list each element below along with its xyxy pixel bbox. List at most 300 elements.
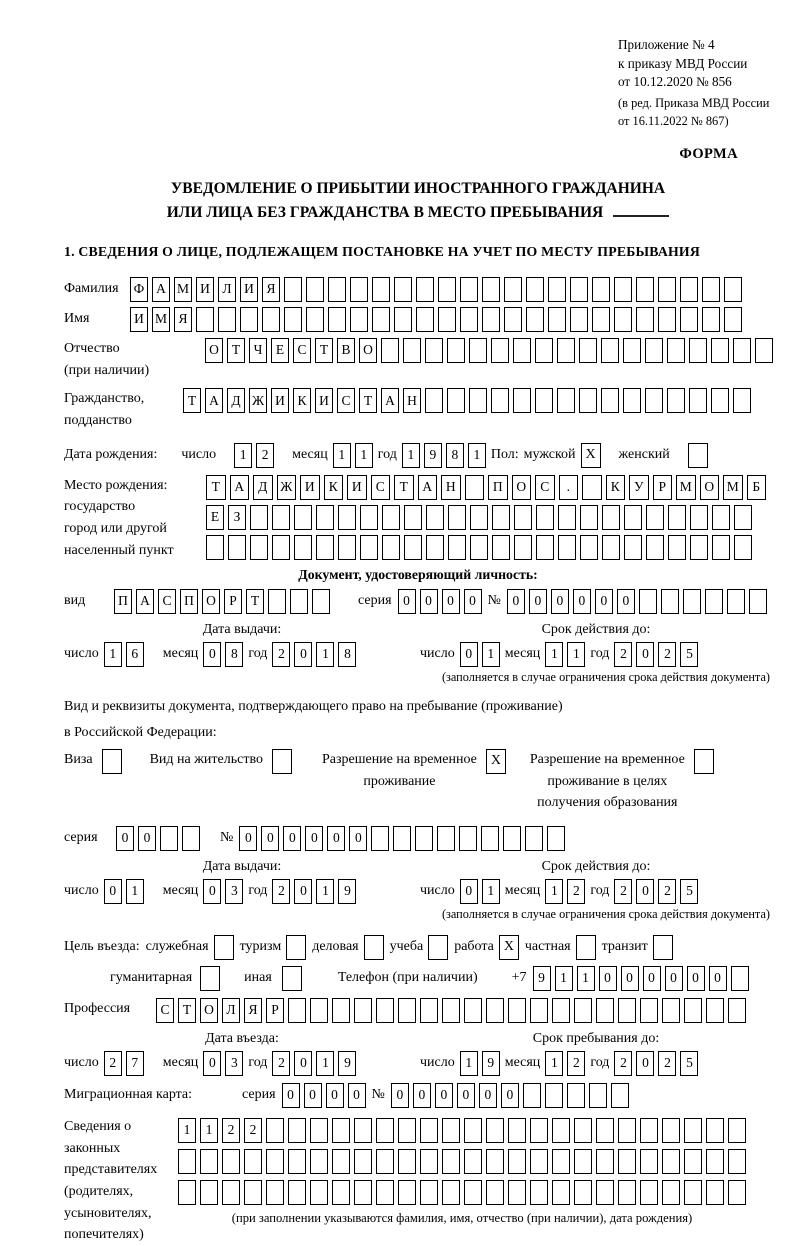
char-cell[interactable]: [596, 1118, 614, 1143]
char-cell[interactable]: [262, 307, 280, 332]
char-cell[interactable]: [288, 1118, 306, 1143]
char-cell[interactable]: [266, 1149, 284, 1174]
char-cell[interactable]: [582, 475, 602, 500]
char-cell[interactable]: [712, 535, 730, 560]
char-cell[interactable]: 2: [256, 443, 274, 468]
char-cell[interactable]: [437, 826, 455, 851]
char-cell[interactable]: К: [606, 475, 626, 500]
char-cell[interactable]: 0: [460, 879, 478, 904]
char-cell[interactable]: С: [337, 388, 355, 413]
char-cell[interactable]: 0: [203, 1051, 221, 1076]
char-cell[interactable]: [508, 1149, 526, 1174]
char-cell[interactable]: [426, 505, 444, 530]
char-cell[interactable]: [508, 998, 526, 1023]
char-cell[interactable]: 0: [327, 826, 345, 851]
char-cell[interactable]: [552, 1180, 570, 1205]
char-cell[interactable]: [464, 1180, 482, 1205]
char-cell[interactable]: [639, 589, 657, 614]
char-cell[interactable]: 1: [577, 966, 595, 991]
char-cell[interactable]: [244, 1180, 262, 1205]
char-cell[interactable]: [614, 307, 632, 332]
char-cell[interactable]: [558, 505, 576, 530]
char-cell[interactable]: 3: [225, 879, 243, 904]
char-cell[interactable]: [491, 388, 509, 413]
char-cell[interactable]: [706, 1118, 724, 1143]
char-cell[interactable]: [706, 1180, 724, 1205]
char-cell[interactable]: [728, 1149, 746, 1174]
char-cell[interactable]: [394, 307, 412, 332]
char-cell[interactable]: [294, 535, 312, 560]
char-cell[interactable]: Т: [394, 475, 414, 500]
char-cell[interactable]: Р: [653, 475, 673, 500]
char-cell[interactable]: [530, 998, 548, 1023]
char-cell[interactable]: [420, 1118, 438, 1143]
char-cell[interactable]: [574, 1149, 592, 1174]
char-cell[interactable]: [592, 277, 610, 302]
char-cell[interactable]: Р: [224, 589, 242, 614]
char-cell[interactable]: [684, 1118, 702, 1143]
char-cell[interactable]: [623, 338, 641, 363]
char-cell[interactable]: [684, 1149, 702, 1174]
char-cell[interactable]: [354, 1180, 372, 1205]
char-cell[interactable]: [272, 505, 290, 530]
char-cell[interactable]: [526, 277, 544, 302]
char-cell[interactable]: [447, 388, 465, 413]
char-cell[interactable]: В: [337, 338, 355, 363]
sex-male-checkbox[interactable]: X: [581, 443, 601, 468]
char-cell[interactable]: [312, 589, 330, 614]
char-cell[interactable]: П: [180, 589, 198, 614]
char-cell[interactable]: [284, 277, 302, 302]
char-cell[interactable]: 5: [680, 1051, 698, 1076]
char-cell[interactable]: [530, 1149, 548, 1174]
char-cell[interactable]: Я: [174, 307, 192, 332]
char-cell[interactable]: [160, 826, 178, 851]
char-cell[interactable]: [711, 338, 729, 363]
char-cell[interactable]: [310, 998, 328, 1023]
char-cell[interactable]: [558, 535, 576, 560]
char-cell[interactable]: 0: [442, 589, 460, 614]
char-cell[interactable]: [690, 535, 708, 560]
char-cell[interactable]: 0: [636, 1051, 654, 1076]
purpose-private-checkbox[interactable]: [576, 935, 596, 960]
char-cell[interactable]: 9: [338, 879, 356, 904]
char-cell[interactable]: [382, 505, 400, 530]
char-cell[interactable]: [614, 277, 632, 302]
char-cell[interactable]: [404, 505, 422, 530]
char-cell[interactable]: 0: [599, 966, 617, 991]
char-cell[interactable]: И: [130, 307, 148, 332]
char-cell[interactable]: 0: [621, 966, 639, 991]
char-cell[interactable]: [731, 966, 749, 991]
char-cell[interactable]: 1: [126, 879, 144, 904]
char-cell[interactable]: [376, 1180, 394, 1205]
char-cell[interactable]: [442, 1180, 460, 1205]
char-cell[interactable]: К: [324, 475, 344, 500]
char-cell[interactable]: [706, 1149, 724, 1174]
char-cell[interactable]: [381, 338, 399, 363]
char-cell[interactable]: Я: [262, 277, 280, 302]
char-cell[interactable]: М: [676, 475, 696, 500]
char-cell[interactable]: 2: [658, 1051, 676, 1076]
char-cell[interactable]: [398, 1180, 416, 1205]
char-cell[interactable]: [535, 388, 553, 413]
char-cell[interactable]: Ж: [249, 388, 267, 413]
char-cell[interactable]: [398, 1118, 416, 1143]
char-cell[interactable]: [294, 505, 312, 530]
char-cell[interactable]: [557, 388, 575, 413]
char-cell[interactable]: 0: [305, 826, 323, 851]
char-cell[interactable]: [547, 826, 565, 851]
char-cell[interactable]: 6: [126, 642, 144, 667]
char-cell[interactable]: [513, 388, 531, 413]
char-cell[interactable]: М: [174, 277, 192, 302]
purpose-commercial-checkbox[interactable]: [364, 935, 384, 960]
purpose-other-checkbox[interactable]: [282, 966, 302, 991]
char-cell[interactable]: 0: [116, 826, 134, 851]
char-cell[interactable]: [733, 338, 751, 363]
char-cell[interactable]: 0: [464, 589, 482, 614]
char-cell[interactable]: [589, 1083, 607, 1108]
char-cell[interactable]: [448, 535, 466, 560]
purpose-humanitarian-checkbox[interactable]: [200, 966, 220, 991]
char-cell[interactable]: 2: [614, 642, 632, 667]
char-cell[interactable]: П: [488, 475, 508, 500]
char-cell[interactable]: [552, 1149, 570, 1174]
char-cell[interactable]: [545, 1083, 563, 1108]
char-cell[interactable]: 0: [643, 966, 661, 991]
char-cell[interactable]: 1: [316, 642, 334, 667]
char-cell[interactable]: [557, 338, 575, 363]
char-cell[interactable]: 0: [420, 589, 438, 614]
char-cell[interactable]: [354, 998, 372, 1023]
char-cell[interactable]: Л: [218, 277, 236, 302]
char-cell[interactable]: 0: [326, 1083, 344, 1108]
sex-female-checkbox[interactable]: [688, 443, 708, 468]
char-cell[interactable]: [623, 388, 641, 413]
char-cell[interactable]: [310, 1149, 328, 1174]
char-cell[interactable]: 0: [507, 589, 525, 614]
char-cell[interactable]: [668, 505, 686, 530]
char-cell[interactable]: [636, 277, 654, 302]
char-cell[interactable]: 0: [636, 642, 654, 667]
char-cell[interactable]: 8: [446, 443, 464, 468]
char-cell[interactable]: 0: [501, 1083, 519, 1108]
char-cell[interactable]: [284, 307, 302, 332]
char-cell[interactable]: [316, 535, 334, 560]
char-cell[interactable]: [398, 1149, 416, 1174]
char-cell[interactable]: 2: [614, 1051, 632, 1076]
char-cell[interactable]: [596, 1180, 614, 1205]
char-cell[interactable]: [662, 1180, 680, 1205]
char-cell[interactable]: [636, 307, 654, 332]
char-cell[interactable]: 9: [533, 966, 551, 991]
char-cell[interactable]: [332, 1149, 350, 1174]
char-cell[interactable]: [288, 1180, 306, 1205]
char-cell[interactable]: У: [629, 475, 649, 500]
char-cell[interactable]: [574, 1180, 592, 1205]
char-cell[interactable]: [574, 1118, 592, 1143]
char-cell[interactable]: 0: [391, 1083, 409, 1108]
char-cell[interactable]: Т: [246, 589, 264, 614]
char-cell[interactable]: [667, 338, 685, 363]
edu-residence-checkbox[interactable]: [694, 749, 714, 774]
char-cell[interactable]: [328, 307, 346, 332]
char-cell[interactable]: Я: [244, 998, 262, 1023]
char-cell[interactable]: [486, 1118, 504, 1143]
char-cell[interactable]: О: [200, 998, 218, 1023]
char-cell[interactable]: 1: [402, 443, 420, 468]
char-cell[interactable]: 2: [222, 1118, 240, 1143]
char-cell[interactable]: [662, 1118, 680, 1143]
char-cell[interactable]: С: [293, 338, 311, 363]
char-cell[interactable]: [425, 338, 443, 363]
char-cell[interactable]: [513, 338, 531, 363]
char-cell[interactable]: 1: [482, 879, 500, 904]
char-cell[interactable]: [250, 535, 268, 560]
char-cell[interactable]: [601, 388, 619, 413]
char-cell[interactable]: [689, 388, 707, 413]
char-cell[interactable]: С: [158, 589, 176, 614]
char-cell[interactable]: [508, 1118, 526, 1143]
char-cell[interactable]: 1: [316, 879, 334, 904]
char-cell[interactable]: 0: [261, 826, 279, 851]
char-cell[interactable]: С: [535, 475, 555, 500]
char-cell[interactable]: Т: [183, 388, 201, 413]
char-cell[interactable]: С: [371, 475, 391, 500]
char-cell[interactable]: [668, 535, 686, 560]
char-cell[interactable]: О: [205, 338, 223, 363]
char-cell[interactable]: [306, 277, 324, 302]
char-cell[interactable]: [508, 1180, 526, 1205]
char-cell[interactable]: [596, 1149, 614, 1174]
char-cell[interactable]: 0: [348, 1083, 366, 1108]
char-cell[interactable]: [640, 998, 658, 1023]
char-cell[interactable]: 2: [614, 879, 632, 904]
char-cell[interactable]: 0: [203, 879, 221, 904]
char-cell[interactable]: 0: [203, 642, 221, 667]
char-cell[interactable]: 2: [658, 879, 676, 904]
char-cell[interactable]: 0: [460, 642, 478, 667]
char-cell[interactable]: [272, 535, 290, 560]
char-cell[interactable]: 1: [555, 966, 573, 991]
char-cell[interactable]: [618, 1149, 636, 1174]
char-cell[interactable]: [438, 277, 456, 302]
char-cell[interactable]: Л: [222, 998, 240, 1023]
char-cell[interactable]: З: [228, 505, 246, 530]
char-cell[interactable]: [645, 338, 663, 363]
char-cell[interactable]: [332, 998, 350, 1023]
char-cell[interactable]: А: [230, 475, 250, 500]
char-cell[interactable]: [601, 338, 619, 363]
char-cell[interactable]: [548, 307, 566, 332]
char-cell[interactable]: Ф: [130, 277, 148, 302]
char-cell[interactable]: [705, 589, 723, 614]
char-cell[interactable]: [640, 1149, 658, 1174]
char-cell[interactable]: Р: [266, 998, 284, 1023]
char-cell[interactable]: А: [152, 277, 170, 302]
char-cell[interactable]: [306, 307, 324, 332]
char-cell[interactable]: 0: [294, 879, 312, 904]
char-cell[interactable]: [394, 277, 412, 302]
char-cell[interactable]: 8: [225, 642, 243, 667]
char-cell[interactable]: 1: [234, 443, 252, 468]
char-cell[interactable]: И: [196, 277, 214, 302]
char-cell[interactable]: 1: [545, 879, 563, 904]
char-cell[interactable]: [438, 307, 456, 332]
purpose-study-checkbox[interactable]: [428, 935, 448, 960]
char-cell[interactable]: 0: [529, 589, 547, 614]
char-cell[interactable]: О: [700, 475, 720, 500]
char-cell[interactable]: [611, 1083, 629, 1108]
char-cell[interactable]: [350, 307, 368, 332]
char-cell[interactable]: 0: [457, 1083, 475, 1108]
char-cell[interactable]: 2: [567, 879, 585, 904]
char-cell[interactable]: [624, 535, 642, 560]
char-cell[interactable]: [667, 388, 685, 413]
char-cell[interactable]: [465, 475, 485, 500]
char-cell[interactable]: [724, 307, 742, 332]
char-cell[interactable]: [316, 505, 334, 530]
char-cell[interactable]: [486, 998, 504, 1023]
char-cell[interactable]: [426, 535, 444, 560]
char-cell[interactable]: [415, 826, 433, 851]
char-cell[interactable]: К: [293, 388, 311, 413]
char-cell[interactable]: [728, 998, 746, 1023]
char-cell[interactable]: [464, 998, 482, 1023]
char-cell[interactable]: [416, 307, 434, 332]
char-cell[interactable]: [706, 998, 724, 1023]
char-cell[interactable]: [570, 307, 588, 332]
char-cell[interactable]: [470, 505, 488, 530]
temp-residence-checkbox[interactable]: X: [486, 749, 506, 774]
char-cell[interactable]: 1: [178, 1118, 196, 1143]
char-cell[interactable]: [459, 826, 477, 851]
char-cell[interactable]: Т: [359, 388, 377, 413]
char-cell[interactable]: [310, 1118, 328, 1143]
char-cell[interactable]: [222, 1149, 240, 1174]
char-cell[interactable]: [536, 535, 554, 560]
char-cell[interactable]: [420, 998, 438, 1023]
char-cell[interactable]: А: [418, 475, 438, 500]
char-cell[interactable]: [469, 388, 487, 413]
char-cell[interactable]: [491, 338, 509, 363]
char-cell[interactable]: [618, 1180, 636, 1205]
char-cell[interactable]: [492, 535, 510, 560]
char-cell[interactable]: [640, 1180, 658, 1205]
char-cell[interactable]: [442, 998, 460, 1023]
char-cell[interactable]: [734, 535, 752, 560]
char-cell[interactable]: [442, 1118, 460, 1143]
char-cell[interactable]: [448, 505, 466, 530]
char-cell[interactable]: [290, 589, 308, 614]
char-cell[interactable]: [602, 505, 620, 530]
char-cell[interactable]: [486, 1180, 504, 1205]
purpose-business-checkbox[interactable]: [214, 935, 234, 960]
char-cell[interactable]: [503, 826, 521, 851]
char-cell[interactable]: Д: [253, 475, 273, 500]
char-cell[interactable]: [447, 338, 465, 363]
char-cell[interactable]: [552, 1118, 570, 1143]
char-cell[interactable]: [552, 998, 570, 1023]
char-cell[interactable]: [360, 535, 378, 560]
char-cell[interactable]: [755, 338, 773, 363]
char-cell[interactable]: [376, 998, 394, 1023]
char-cell[interactable]: [372, 307, 390, 332]
char-cell[interactable]: [382, 535, 400, 560]
char-cell[interactable]: [464, 1118, 482, 1143]
char-cell[interactable]: [178, 1180, 196, 1205]
char-cell[interactable]: Б: [747, 475, 767, 500]
char-cell[interactable]: [464, 1149, 482, 1174]
char-cell[interactable]: 2: [272, 642, 290, 667]
char-cell[interactable]: 1: [355, 443, 373, 468]
char-cell[interactable]: [328, 277, 346, 302]
char-cell[interactable]: 9: [424, 443, 442, 468]
char-cell[interactable]: Н: [441, 475, 461, 500]
char-cell[interactable]: [645, 388, 663, 413]
char-cell[interactable]: [332, 1118, 350, 1143]
char-cell[interactable]: [371, 826, 389, 851]
char-cell[interactable]: [680, 307, 698, 332]
char-cell[interactable]: [702, 277, 720, 302]
char-cell[interactable]: [749, 589, 767, 614]
char-cell[interactable]: [338, 535, 356, 560]
char-cell[interactable]: [514, 505, 532, 530]
char-cell[interactable]: 3: [225, 1051, 243, 1076]
char-cell[interactable]: [662, 1149, 680, 1174]
char-cell[interactable]: 0: [398, 589, 416, 614]
char-cell[interactable]: [523, 1083, 541, 1108]
char-cell[interactable]: 0: [617, 589, 635, 614]
char-cell[interactable]: [481, 826, 499, 851]
char-cell[interactable]: [460, 277, 478, 302]
char-cell[interactable]: 2: [104, 1051, 122, 1076]
char-cell[interactable]: О: [202, 589, 220, 614]
char-cell[interactable]: [579, 338, 597, 363]
char-cell[interactable]: 1: [460, 1051, 478, 1076]
char-cell[interactable]: 0: [665, 966, 683, 991]
char-cell[interactable]: [376, 1149, 394, 1174]
purpose-transit-checkbox[interactable]: [653, 935, 673, 960]
char-cell[interactable]: 1: [545, 642, 563, 667]
char-cell[interactable]: 5: [680, 642, 698, 667]
char-cell[interactable]: Д: [227, 388, 245, 413]
char-cell[interactable]: [470, 535, 488, 560]
char-cell[interactable]: [482, 277, 500, 302]
char-cell[interactable]: Т: [206, 475, 226, 500]
char-cell[interactable]: [266, 1180, 284, 1205]
char-cell[interactable]: [592, 307, 610, 332]
char-cell[interactable]: 1: [468, 443, 486, 468]
char-cell[interactable]: [222, 1180, 240, 1205]
char-cell[interactable]: [680, 277, 698, 302]
char-cell[interactable]: [206, 535, 224, 560]
char-cell[interactable]: И: [271, 388, 289, 413]
char-cell[interactable]: [492, 505, 510, 530]
char-cell[interactable]: [504, 307, 522, 332]
char-cell[interactable]: 0: [595, 589, 613, 614]
char-cell[interactable]: [728, 1180, 746, 1205]
char-cell[interactable]: С: [156, 998, 174, 1023]
char-cell[interactable]: [658, 277, 676, 302]
char-cell[interactable]: [711, 388, 729, 413]
char-cell[interactable]: [486, 1149, 504, 1174]
char-cell[interactable]: 2: [272, 879, 290, 904]
char-cell[interactable]: 0: [349, 826, 367, 851]
char-cell[interactable]: И: [315, 388, 333, 413]
char-cell[interactable]: [536, 505, 554, 530]
